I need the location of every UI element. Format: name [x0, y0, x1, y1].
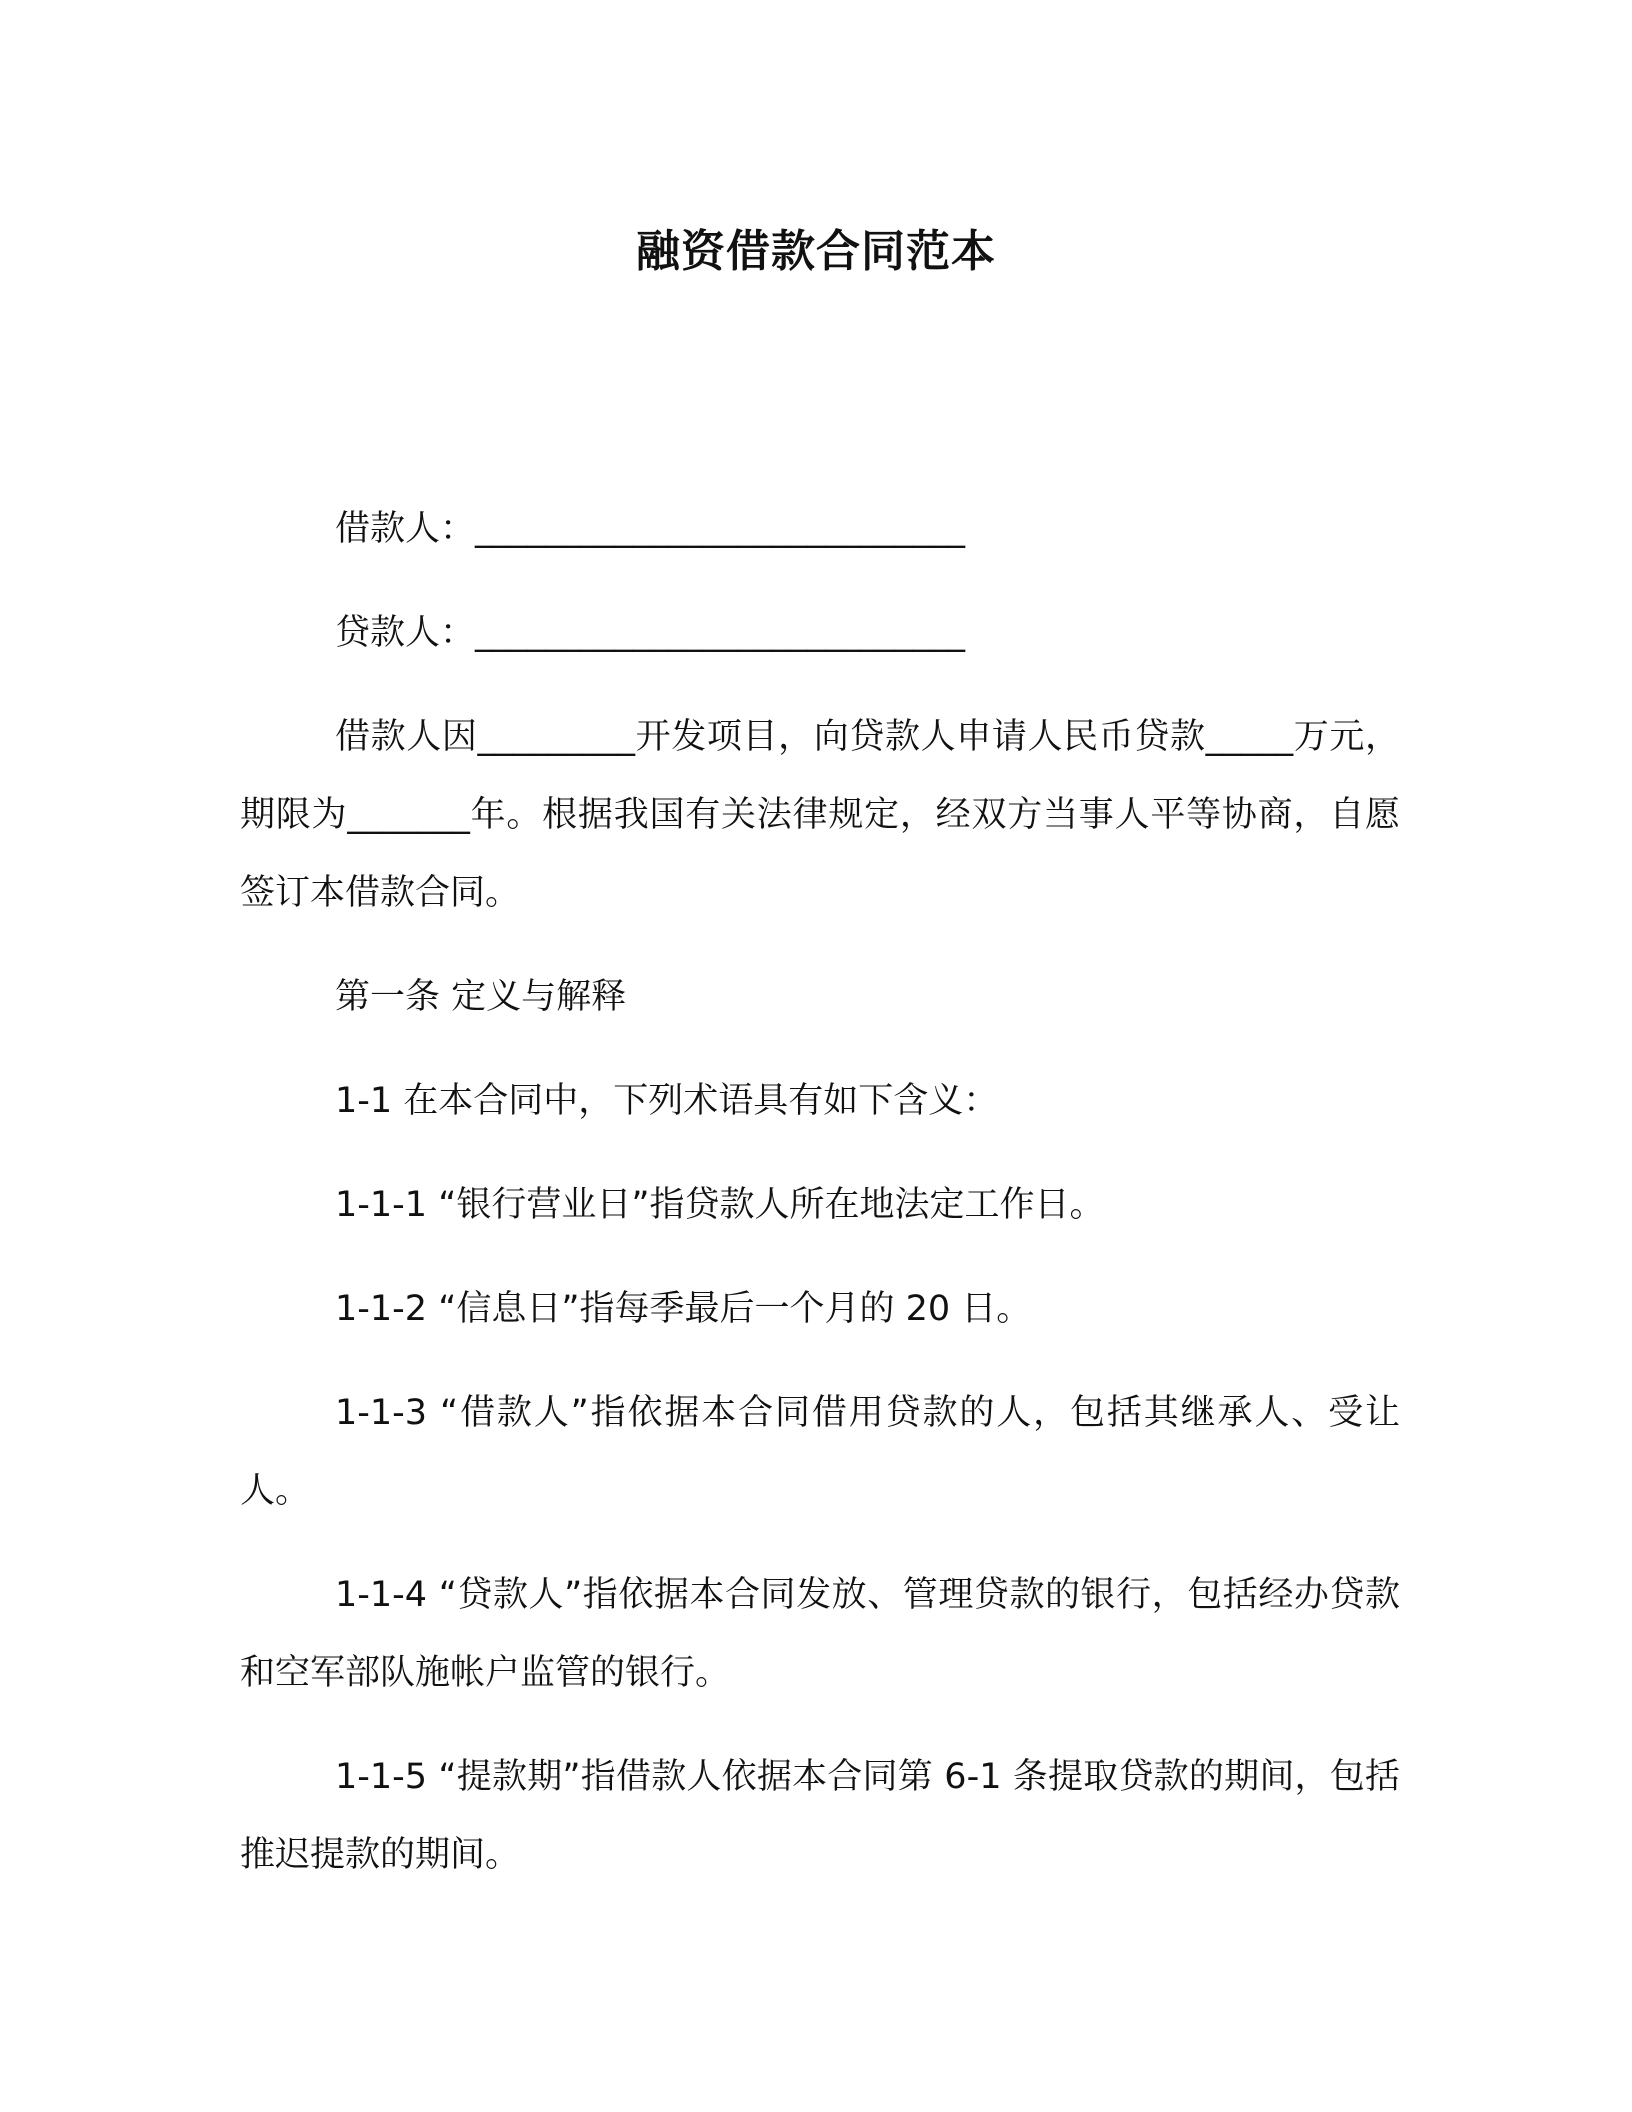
- clause-1-1-3: 1-1-3 “借款人”指依据本合同借用贷款的人，包括其继承人、受让人。: [240, 1393, 1400, 1511]
- article-1-heading: 第一条 定义与解释: [335, 977, 627, 1017]
- document-body: [240, 490, 1400, 1920]
- clause-1-1-2: 1-1-2 “信息日”指每季最后一个月的 20 日。: [335, 1289, 1032, 1329]
- clause-1-1-1: 1-1-1 “银行营业日”指贷款人所在地法定工作日。: [335, 1185, 1105, 1225]
- preamble-paragraph: 借款人因_________开发项目，向贷款人申请人民币贷款_____万元，期限为_______年。根据我国有关法律规定，经双方当事人平等协商，自愿签订本借款合同。: [240, 717, 1400, 913]
- borrower-line: 借款人：____________________________: [335, 509, 966, 549]
- clause-1-1-4: 1-1-4 “贷款人”指依据本合同发放、管理贷款的银行，包括经办贷款和空军部队施帐户监管的银行。: [240, 1575, 1400, 1693]
- clause-1-1: 1-1 在本合同中，下列术语具有如下含义：: [335, 1081, 999, 1121]
- lender-line: 贷款人：____________________________: [335, 613, 966, 653]
- clause-1-1-5: 1-1-5 “提款期”指借款人依据本合同第 6-1 条提取贷款的期间，包括推迟提款的期间。: [240, 1757, 1400, 1875]
- document-title: 融资借款合同范本: [636, 226, 996, 277]
